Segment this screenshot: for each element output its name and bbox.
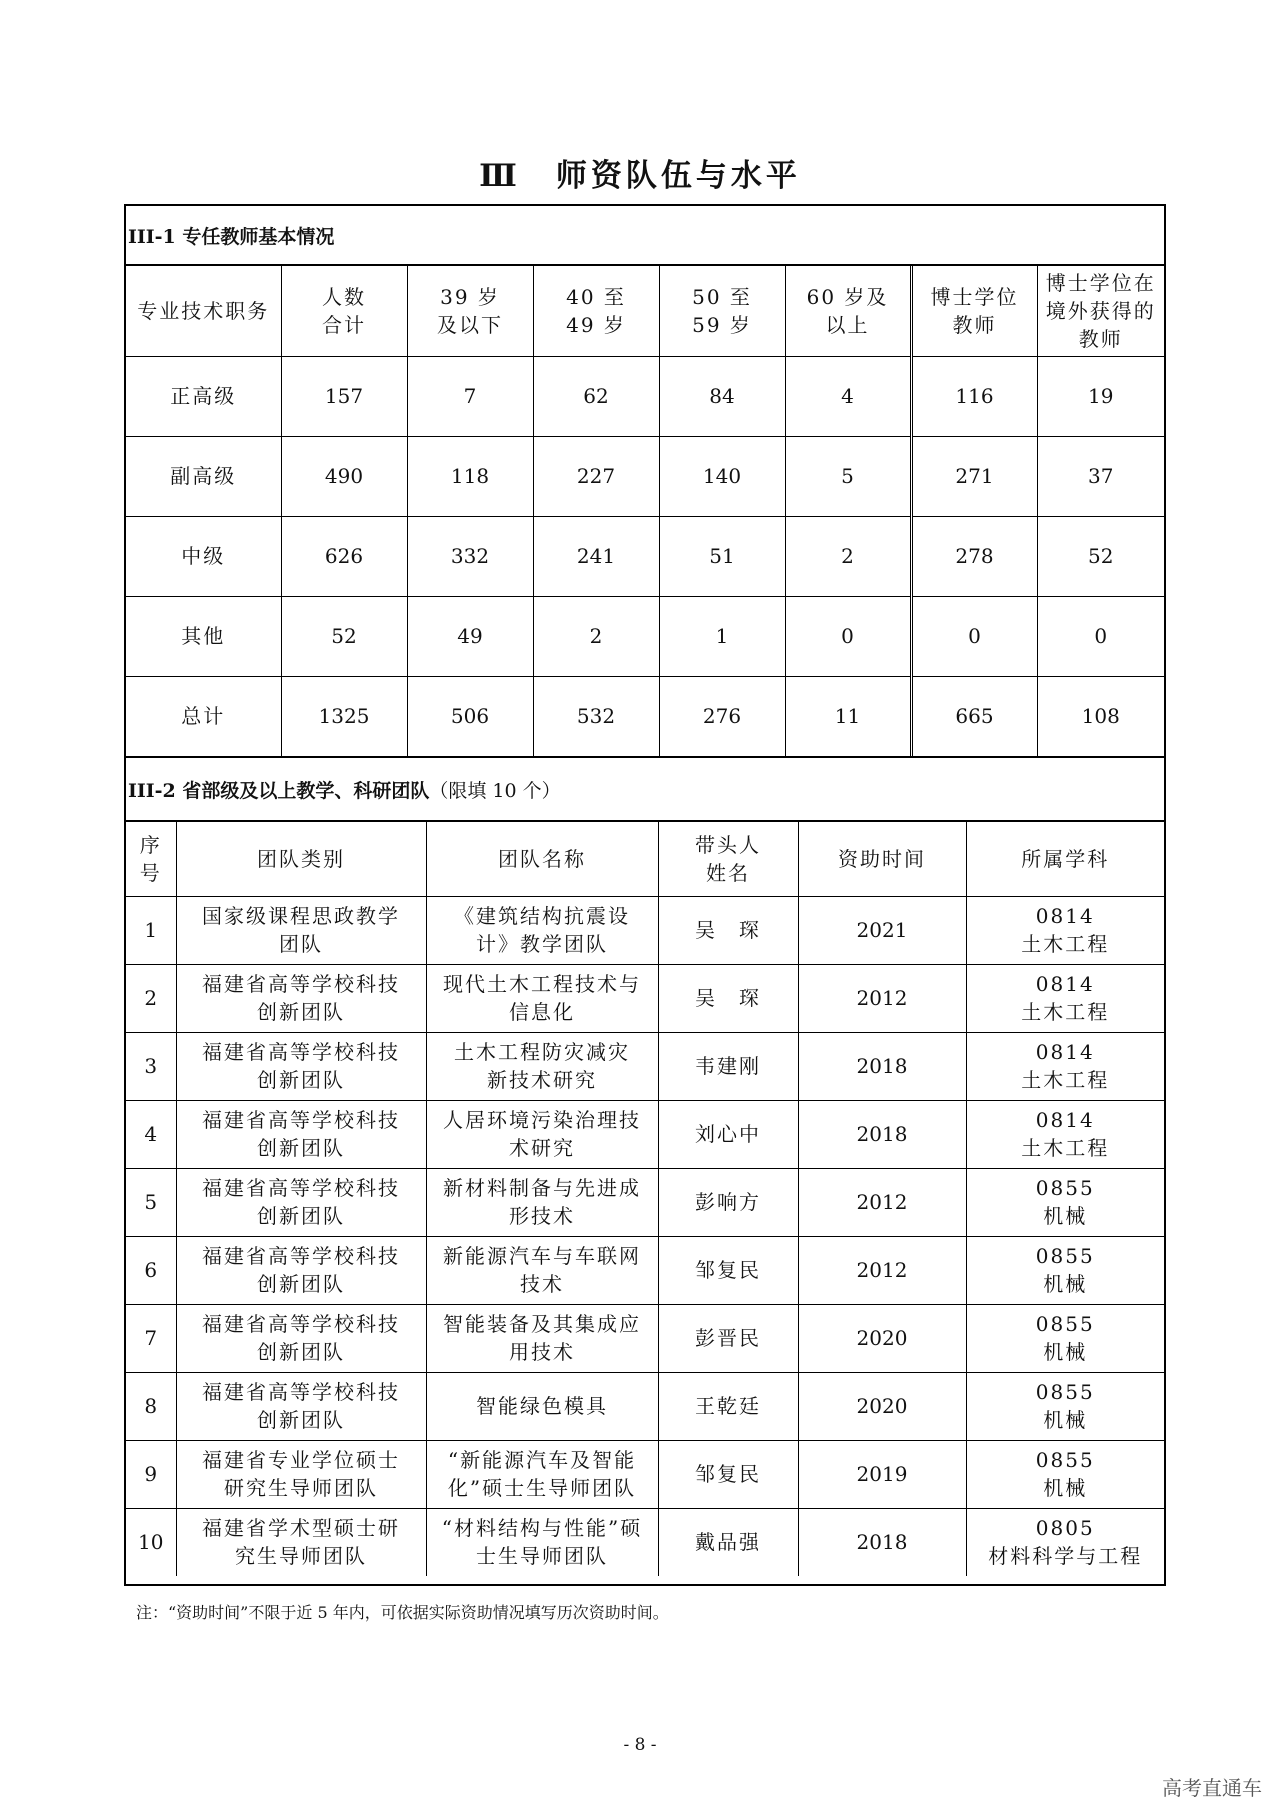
discipline: 0855 机械 <box>966 1440 1164 1508</box>
stats-row <box>126 436 1164 516</box>
stats-row-label: 正高级 <box>126 356 281 436</box>
team-row <box>126 896 1164 964</box>
stats-age-60-above-header: 60 岁及 以上 <box>785 266 911 356</box>
stats-cell: 276 <box>659 676 785 756</box>
discipline: 0855 机械 <box>966 1372 1164 1440</box>
stats-age-50-59-header: 50 至 59 岁 <box>659 266 785 356</box>
funding-time: 2012 <box>798 1236 966 1304</box>
teams-team-name-header: 团队名称 <box>426 822 658 896</box>
stats-age-39-below-header: 39 岁 及以下 <box>407 266 533 356</box>
team-index: 3 <box>126 1032 176 1100</box>
team-category: 福建省学术型硕士研 究生导师团队 <box>176 1508 426 1576</box>
stats-cell: 52 <box>281 596 407 676</box>
teams-index-header: 序 号 <box>126 822 176 896</box>
stats-cell: 0 <box>785 596 911 676</box>
discipline: 0814 土木工程 <box>966 1032 1164 1100</box>
section1-title-text: III-1 专任教师基本情况 <box>128 225 335 248</box>
team-leader: 戴品强 <box>658 1508 798 1576</box>
stats-cell: 490 <box>281 436 407 516</box>
team-row <box>126 1168 1164 1236</box>
discipline: 0814 土木工程 <box>966 964 1164 1032</box>
stats-phd-header: 博士学位 教师 <box>911 266 1037 356</box>
team-name: 智能装备及其集成应 用技术 <box>426 1304 658 1372</box>
funding-time: 2018 <box>798 1032 966 1100</box>
page-number: - 8 - <box>623 1735 657 1755</box>
teams-discipline-header: 所属学科 <box>966 822 1164 896</box>
team-leader: 韦建刚 <box>658 1032 798 1100</box>
team-category: 国家级课程思政教学 团队 <box>176 896 426 964</box>
team-row <box>126 1100 1164 1168</box>
team-leader: 邹复民 <box>658 1236 798 1304</box>
team-category: 福建省专业学位硕士 研究生导师团队 <box>176 1440 426 1508</box>
team-category: 福建省高等学校科技 创新团队 <box>176 1100 426 1168</box>
stats-cell: 532 <box>533 676 659 756</box>
team-name: 《建筑结构抗震设 计》教学团队 <box>426 896 658 964</box>
team-row <box>126 1304 1164 1372</box>
stats-row <box>126 516 1164 596</box>
team-row <box>126 1372 1164 1440</box>
team-leader: 彭响方 <box>658 1168 798 1236</box>
teams-category-header: 团队类别 <box>176 822 426 896</box>
stats-cell: 51 <box>659 516 785 596</box>
discipline: 0855 机械 <box>966 1236 1164 1304</box>
stats-row-label: 总计 <box>126 676 281 756</box>
stats-cell: 506 <box>407 676 533 756</box>
teams-table <box>126 822 1164 1576</box>
team-row <box>126 1440 1164 1508</box>
stats-cell: 0 <box>1037 596 1164 676</box>
discipline: 0855 机械 <box>966 1304 1164 1372</box>
stats-cell: 118 <box>407 436 533 516</box>
watermark: 高考直通车 <box>1162 1776 1262 1800</box>
stats-cell: 37 <box>1037 436 1164 516</box>
stats-cell: 11 <box>785 676 911 756</box>
team-leader: 邹复民 <box>658 1440 798 1508</box>
stats-cell: 241 <box>533 516 659 596</box>
stats-overseas-phd-header: 博士学位在 境外获得的 教师 <box>1037 266 1164 356</box>
stats-row <box>126 596 1164 676</box>
team-index: 6 <box>126 1236 176 1304</box>
stats-row-label: 中级 <box>126 516 281 596</box>
teams-funding-time-header: 资助时间 <box>798 822 966 896</box>
stats-cell: 278 <box>911 516 1037 596</box>
stats-row <box>126 356 1164 436</box>
stats-header-row <box>126 266 1164 356</box>
team-row <box>126 1032 1164 1100</box>
discipline: 0814 土木工程 <box>966 1100 1164 1168</box>
stats-cell: 665 <box>911 676 1037 756</box>
stats-cell: 1325 <box>281 676 407 756</box>
team-leader: 吴 琛 <box>658 896 798 964</box>
stats-cell: 0 <box>911 596 1037 676</box>
stats-title-header: 专业技术职务 <box>126 266 281 356</box>
stats-cell: 116 <box>911 356 1037 436</box>
team-leader: 吴 琛 <box>658 964 798 1032</box>
discipline: 0855 机械 <box>966 1168 1164 1236</box>
footnote: 注：“资助时间”不限于近 5 年内，可依据实际资助情况填写历次资助时间。 <box>136 1603 669 1622</box>
funding-time: 2021 <box>798 896 966 964</box>
team-category: 福建省高等学校科技 创新团队 <box>176 1168 426 1236</box>
stats-row <box>126 676 1164 756</box>
funding-time: 2012 <box>798 964 966 1032</box>
team-index: 9 <box>126 1440 176 1508</box>
team-category: 福建省高等学校科技 创新团队 <box>176 1372 426 1440</box>
stats-cell: 227 <box>533 436 659 516</box>
funding-time: 2012 <box>798 1168 966 1236</box>
section1-title <box>126 206 1164 264</box>
stats-cell: 1 <box>659 596 785 676</box>
stats-cell: 157 <box>281 356 407 436</box>
stats-cell: 84 <box>659 356 785 436</box>
stats-cell: 626 <box>281 516 407 596</box>
stats-total-header: 人数 合计 <box>281 266 407 356</box>
stats-cell: 52 <box>1037 516 1164 596</box>
team-category: 福建省高等学校科技 创新团队 <box>176 1236 426 1304</box>
team-category: 福建省高等学校科技 创新团队 <box>176 964 426 1032</box>
team-name: 土木工程防灾减灾 新技术研究 <box>426 1032 658 1100</box>
team-category: 福建省高等学校科技 创新团队 <box>176 1032 426 1100</box>
stats-row-label: 副高级 <box>126 436 281 516</box>
stats-cell: 2 <box>533 596 659 676</box>
stats-cell: 49 <box>407 596 533 676</box>
team-name: 新材料制备与先进成 形技术 <box>426 1168 658 1236</box>
page-title: Ⅲ 师资队伍与水平 <box>479 158 801 194</box>
team-leader: 刘心中 <box>658 1100 798 1168</box>
team-leader: 彭晋民 <box>658 1304 798 1372</box>
teams-header-row <box>126 822 1164 896</box>
team-index: 1 <box>126 896 176 964</box>
team-index: 5 <box>126 1168 176 1236</box>
stats-cell: 19 <box>1037 356 1164 436</box>
stats-cell: 2 <box>785 516 911 596</box>
team-row <box>126 1508 1164 1576</box>
team-row <box>126 964 1164 1032</box>
funding-time: 2020 <box>798 1372 966 1440</box>
funding-time: 2018 <box>798 1508 966 1576</box>
stats-age-40-49-header: 40 至 49 岁 <box>533 266 659 356</box>
funding-time: 2019 <box>798 1440 966 1508</box>
team-index: 7 <box>126 1304 176 1372</box>
team-index: 2 <box>126 964 176 1032</box>
team-leader: 王乾廷 <box>658 1372 798 1440</box>
team-name: 智能绿色模具 <box>426 1372 658 1440</box>
stats-row-label: 其他 <box>126 596 281 676</box>
team-name: 人居环境污染治理技 术研究 <box>426 1100 658 1168</box>
teacher-stats-table <box>126 266 1164 756</box>
team-index: 10 <box>126 1508 176 1576</box>
stats-cell: 5 <box>785 436 911 516</box>
section2-title <box>126 758 1164 820</box>
team-name: 现代土木工程技术与 信息化 <box>426 964 658 1032</box>
team-index: 8 <box>126 1372 176 1440</box>
teams-leader-header: 带头人 姓名 <box>658 822 798 896</box>
team-category: 福建省高等学校科技 创新团队 <box>176 1304 426 1372</box>
stats-cell: 271 <box>911 436 1037 516</box>
stats-cell: 62 <box>533 356 659 436</box>
stats-cell: 332 <box>407 516 533 596</box>
team-index: 4 <box>126 1100 176 1168</box>
section2-note: （限填 10 个） <box>429 779 561 802</box>
funding-time: 2020 <box>798 1304 966 1372</box>
discipline: 0814 土木工程 <box>966 896 1164 964</box>
team-name: 新能源汽车与车联网 技术 <box>426 1236 658 1304</box>
stats-cell: 7 <box>407 356 533 436</box>
team-row <box>126 1236 1164 1304</box>
team-name: “材料结构与性能”硕 士生导师团队 <box>426 1508 658 1576</box>
section2-title-text: III-2 省部级及以上教学、科研团队 <box>128 779 430 802</box>
stats-cell: 4 <box>785 356 911 436</box>
stats-cell: 108 <box>1037 676 1164 756</box>
stats-cell: 140 <box>659 436 785 516</box>
team-name: “新能源汽车及智能 化”硕士生导师团队 <box>426 1440 658 1508</box>
funding-time: 2018 <box>798 1100 966 1168</box>
discipline: 0805 材料科学与工程 <box>966 1508 1164 1576</box>
